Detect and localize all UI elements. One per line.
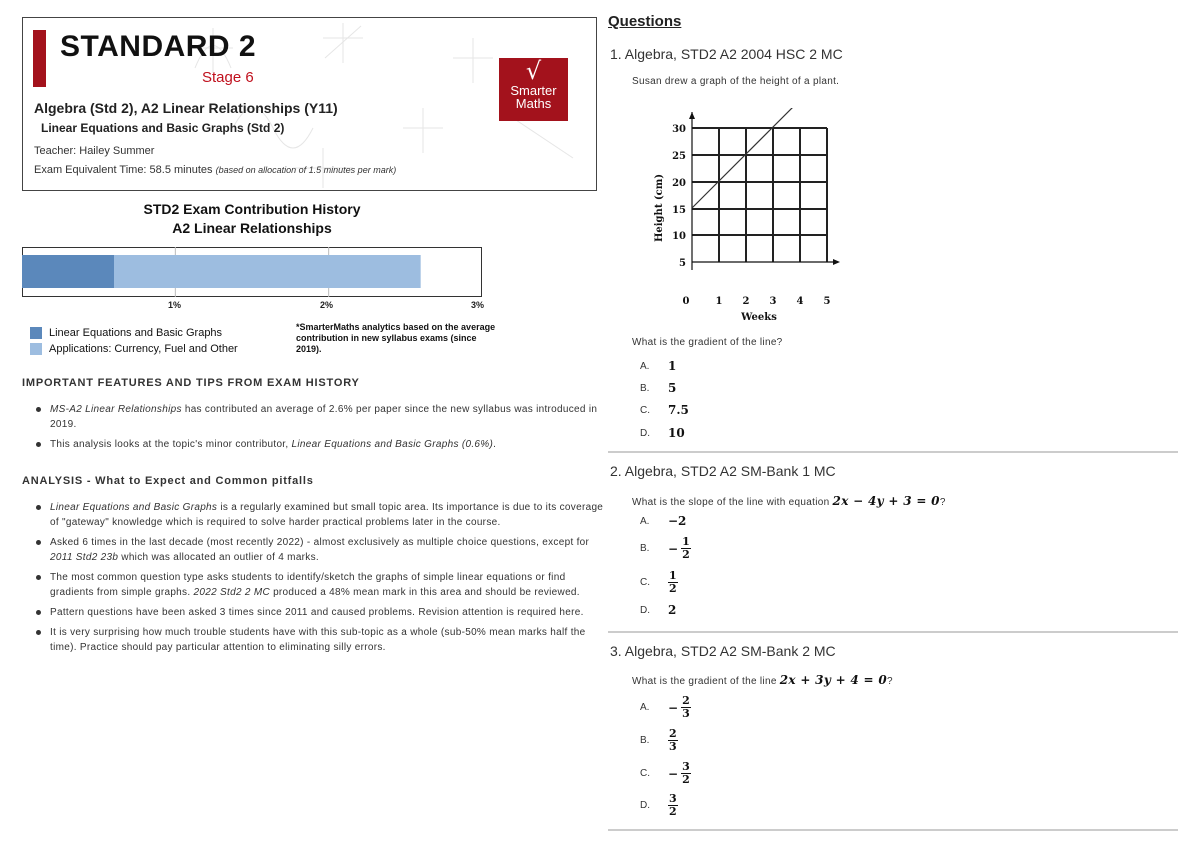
fraction bbox=[668, 793, 678, 818]
stem-text: What is the slope of the line with equation bbox=[632, 497, 833, 508]
exam-time-note: (based on allocation of 1.5 minutes per mark) bbox=[215, 165, 397, 175]
y-tick-label: 5 bbox=[679, 258, 686, 269]
brand-red-bar bbox=[33, 30, 46, 87]
numerator: 3 bbox=[682, 760, 690, 773]
features-list bbox=[36, 402, 604, 457]
x-tick-label: 5 bbox=[823, 296, 831, 307]
answer-option[interactable] bbox=[640, 381, 676, 395]
list-item bbox=[36, 437, 604, 452]
subtopic-title: Linear Equations and Basic Graphs (Std 2) bbox=[41, 121, 285, 135]
analysis-heading: ANALYSIS - What to Expect and Common pitfalls bbox=[22, 475, 314, 487]
y-tick-label: 15 bbox=[672, 205, 686, 216]
option-letter: D. bbox=[640, 427, 650, 439]
answer-option[interactable] bbox=[640, 603, 676, 617]
chart-footnote: *SmarterMaths analytics based on the average contribution in new syllabus exams (since 2019). bbox=[296, 322, 496, 354]
option-letter: A. bbox=[640, 702, 650, 713]
logo-text-line2: Maths bbox=[515, 96, 552, 111]
questions-heading: Questions bbox=[608, 13, 682, 30]
answer-option[interactable] bbox=[640, 570, 678, 595]
legend-label: Linear Equations and Basic Graphs bbox=[49, 327, 223, 339]
list-item-text: produced a 48% mean mark in this area and should be reviewed. bbox=[269, 587, 580, 598]
list-item-text: Pattern questions have been asked 3 times since 2011 and caused problems. Revision attention is required here. bbox=[50, 607, 584, 618]
exam-time bbox=[34, 164, 396, 176]
list-item bbox=[36, 625, 604, 655]
option-letter: C. bbox=[640, 404, 650, 416]
checkmark-icon: √ bbox=[525, 57, 542, 85]
header-box bbox=[22, 17, 597, 191]
minus-sign: − bbox=[668, 700, 679, 715]
denominator: 3 bbox=[669, 740, 677, 753]
answer-option[interactable] bbox=[640, 536, 691, 561]
y-tick-label: 10 bbox=[672, 231, 686, 242]
denominator: 2 bbox=[682, 548, 690, 561]
x-tick-label: 2% bbox=[320, 300, 334, 310]
y-tick-label: 25 bbox=[672, 151, 686, 162]
list-item bbox=[36, 535, 604, 565]
legend-item bbox=[30, 327, 222, 339]
list-item-text: The most common question type asks students to identify/sketch the graphs of simple linear equations or find gradients from simple graphs. bbox=[50, 572, 566, 598]
option-value: 5 bbox=[668, 381, 677, 395]
bar-segment-1 bbox=[22, 255, 114, 288]
bar-segment-2 bbox=[114, 255, 421, 288]
exam-time-label: Exam Equivalent Time: 58.5 minutes bbox=[34, 164, 213, 176]
answer-option[interactable] bbox=[640, 359, 676, 373]
denominator: 2 bbox=[682, 773, 690, 786]
option-value: 7.5 bbox=[668, 403, 689, 417]
answer-option[interactable] bbox=[640, 728, 678, 753]
question-divider bbox=[608, 631, 1178, 633]
question-3-stem bbox=[632, 673, 893, 687]
legend-label: Applications: Currency, Fuel and Other bbox=[49, 343, 238, 355]
question-1-stem: Susan drew a graph of the height of a plant. bbox=[632, 76, 840, 87]
answer-option[interactable] bbox=[640, 426, 685, 440]
course-title: STANDARD 2 bbox=[60, 30, 257, 63]
fraction bbox=[681, 536, 691, 561]
list-item-text: . bbox=[493, 439, 497, 450]
x-tick-label: 2 bbox=[742, 296, 750, 307]
answer-option[interactable] bbox=[640, 514, 686, 528]
x-tick-label: 0 bbox=[682, 296, 690, 307]
y-tick-label: 20 bbox=[672, 178, 686, 189]
list-item-text: is a regularly examined but small topic area. Its importance is due to its coverage of "gateway" knowledge which is required to solve harder practical problems later in the course. bbox=[50, 502, 604, 528]
option-value: 2 bbox=[668, 603, 677, 617]
fraction bbox=[681, 695, 691, 720]
emphasis-text: Linear Equations and Basic Graphs bbox=[50, 502, 218, 513]
list-item bbox=[36, 605, 604, 620]
question-1-ask: What is the gradient of the line? bbox=[632, 337, 783, 348]
analysis-list bbox=[36, 500, 604, 660]
stem-text: What is the gradient of the line bbox=[632, 676, 780, 687]
question-1-title: 1. Algebra, STD2 A2 2004 HSC 2 MC bbox=[610, 46, 843, 62]
x-axis-label: Weeks bbox=[741, 312, 777, 323]
x-tick-label: 1% bbox=[168, 300, 182, 310]
answer-option[interactable] bbox=[640, 403, 689, 417]
x-tick-label: 3 bbox=[769, 296, 777, 307]
x-tick-label: 1 bbox=[715, 296, 723, 307]
option-letter: B. bbox=[640, 735, 650, 746]
question-divider bbox=[608, 829, 1178, 831]
stem-text: ? bbox=[887, 676, 893, 687]
equation: 2x + 3y + 4 = 0 bbox=[779, 673, 888, 687]
option-value: 10 bbox=[668, 426, 685, 440]
numerator: 1 bbox=[669, 569, 677, 582]
smartermaths-logo bbox=[499, 58, 568, 121]
features-heading: IMPORTANT FEATURES AND TIPS FROM EXAM HISTORY bbox=[22, 377, 360, 389]
answer-option[interactable] bbox=[640, 695, 691, 720]
teacher-name: Teacher: Hailey Summer bbox=[34, 145, 155, 157]
numerator: 1 bbox=[682, 535, 690, 548]
chart-title: STD2 Exam Contribution History bbox=[143, 201, 361, 217]
option-letter: B. bbox=[640, 382, 650, 394]
stem-text: ? bbox=[939, 497, 946, 508]
numerator: 2 bbox=[682, 694, 690, 707]
list-item bbox=[36, 402, 604, 432]
legend-swatch bbox=[30, 327, 42, 339]
list-item-text: This analysis looks at the topic's minor contributor, bbox=[50, 439, 292, 450]
option-letter: A. bbox=[640, 360, 650, 372]
fraction bbox=[681, 761, 691, 786]
x-tick-label: 3% bbox=[471, 300, 485, 310]
denominator: 2 bbox=[669, 582, 677, 595]
numerator: 2 bbox=[669, 727, 677, 740]
y-tick-label: 30 bbox=[672, 124, 686, 135]
list-item-text: which was allocated an outlier of 4 marks. bbox=[118, 552, 319, 563]
option-letter: C. bbox=[640, 577, 650, 588]
option-letter: B. bbox=[640, 543, 650, 554]
fraction bbox=[668, 570, 678, 595]
fraction bbox=[668, 728, 678, 753]
question-divider bbox=[608, 451, 1178, 453]
emphasis-text: Linear Equations and Basic Graphs (0.6%) bbox=[291, 439, 494, 450]
numerator: 3 bbox=[669, 792, 677, 805]
emphasis-text: 2011 Std2 23b bbox=[50, 552, 119, 563]
chart-subtitle: A2 Linear Relationships bbox=[172, 220, 332, 236]
answer-option[interactable] bbox=[640, 793, 678, 818]
y-axis-label: Height (cm) bbox=[654, 173, 665, 243]
option-letter: D. bbox=[640, 800, 650, 811]
denominator: 3 bbox=[682, 707, 690, 720]
emphasis-text: 2022 Std2 2 MC bbox=[193, 587, 270, 598]
minus-sign: − bbox=[668, 766, 679, 781]
option-value: 1 bbox=[668, 359, 677, 373]
minus-sign: − bbox=[668, 541, 679, 556]
list-item-text: has contributed an average of 2.6% per paper since the new syllabus was introduced in 2019. bbox=[50, 404, 598, 430]
option-letter: D. bbox=[640, 604, 650, 616]
question-3-title: 3. Algebra, STD2 A2 SM-Bank 2 MC bbox=[610, 643, 836, 659]
legend-swatch bbox=[30, 343, 42, 355]
list-item bbox=[36, 500, 604, 530]
equation: 2x − 4y + 3 = 0 bbox=[832, 494, 940, 508]
list-item-text: It is very surprising how much trouble students have with this sub-topic as a whole (sub-50% mean marks half the time). Practice should pay particular attention to eliminating silly errors. bbox=[50, 627, 586, 653]
topic-title: Algebra (Std 2), A2 Linear Relationships (Y11) bbox=[34, 100, 338, 116]
denominator: 2 bbox=[669, 805, 677, 818]
emphasis-text: MS-A2 Linear Relationships bbox=[50, 404, 182, 415]
list-item-text: Asked 6 times in the last decade (most recently 2022) - almost exclusively as multiple choice questions, except for bbox=[50, 537, 590, 548]
x-tick-label: 4 bbox=[796, 296, 804, 307]
logo-text-line1: Smarter bbox=[510, 83, 557, 98]
option-letter: C. bbox=[640, 768, 650, 779]
option-letter: A. bbox=[640, 515, 650, 527]
stage-label: Stage 6 bbox=[202, 69, 254, 86]
list-item bbox=[36, 570, 604, 600]
option-value: −2 bbox=[668, 514, 687, 528]
answer-option[interactable] bbox=[640, 761, 691, 786]
plant-height-graph bbox=[650, 108, 850, 326]
question-2-stem bbox=[632, 494, 946, 508]
legend-item bbox=[30, 343, 238, 355]
question-2-title: 2. Algebra, STD2 A2 SM-Bank 1 MC bbox=[610, 463, 836, 479]
contribution-bar-chart bbox=[22, 247, 483, 298]
